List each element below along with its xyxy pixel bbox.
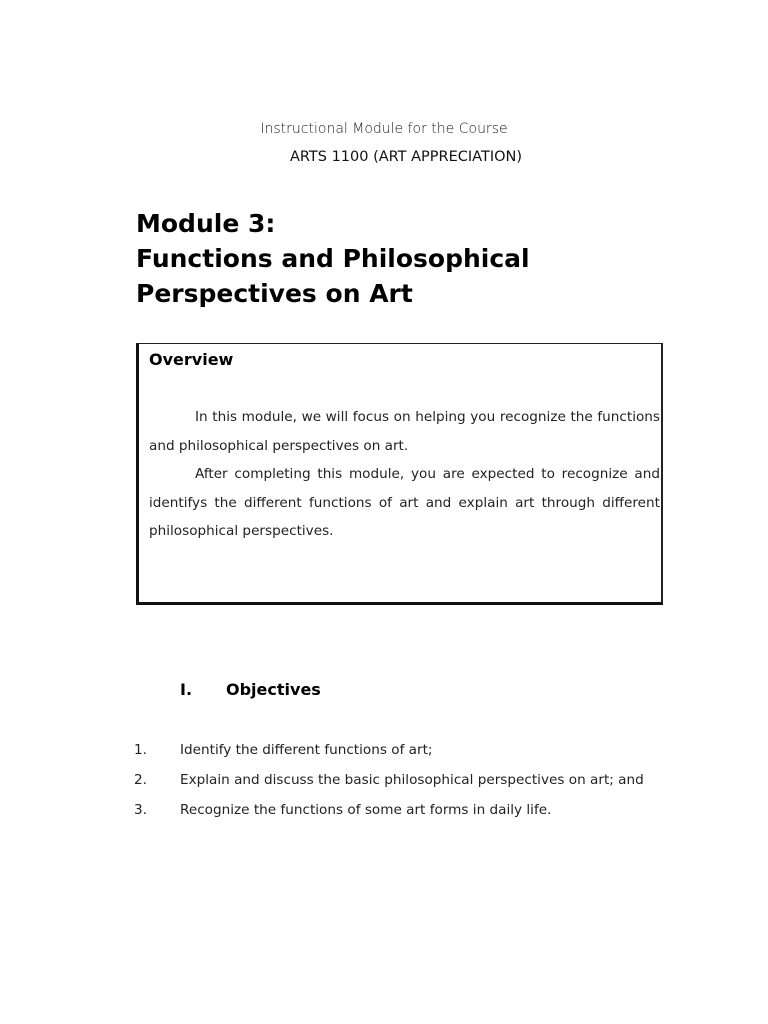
module-instruction-line: Instructional Module for the Course xyxy=(260,121,508,137)
module-title-line-1: Module 3: xyxy=(136,209,276,238)
overview-paragraph-1: In this module, we will focus on helping you recognize the functions and philosophical perspectives on art. xyxy=(149,409,660,454)
objectives-section-title: Objectives xyxy=(226,680,321,699)
objective-text: Explain and discuss the basic philosophical perspectives on art; and xyxy=(180,772,644,788)
objective-number: 3. xyxy=(134,802,147,818)
overview-text xyxy=(149,403,660,546)
objective-number: 2. xyxy=(134,772,147,788)
objectives-heading xyxy=(180,680,321,699)
module-title xyxy=(136,206,530,311)
objective-text: Recognize the functions of some art forms in daily life. xyxy=(180,802,552,818)
objective-item xyxy=(134,797,644,827)
overview-paragraph-2: After completing this module, you are expected to recognize and identifys the different functions of art and explain art through different philosophical perspectives. xyxy=(149,466,660,539)
module-title-line-2: Functions and Philosophical xyxy=(136,244,530,273)
objectives-list xyxy=(134,737,644,827)
objectives-section-number: I. xyxy=(180,680,193,699)
course-code-line: ARTS 1100 (ART APPRECIATION) xyxy=(289,149,523,165)
overview-box xyxy=(136,343,663,605)
objective-item xyxy=(134,737,644,767)
objective-number: 1. xyxy=(134,742,147,758)
objective-item xyxy=(134,767,644,797)
objective-text: Identify the different functions of art; xyxy=(180,742,433,758)
module-title-line-3: Perspectives on Art xyxy=(136,279,413,308)
overview-heading: Overview xyxy=(149,350,234,369)
